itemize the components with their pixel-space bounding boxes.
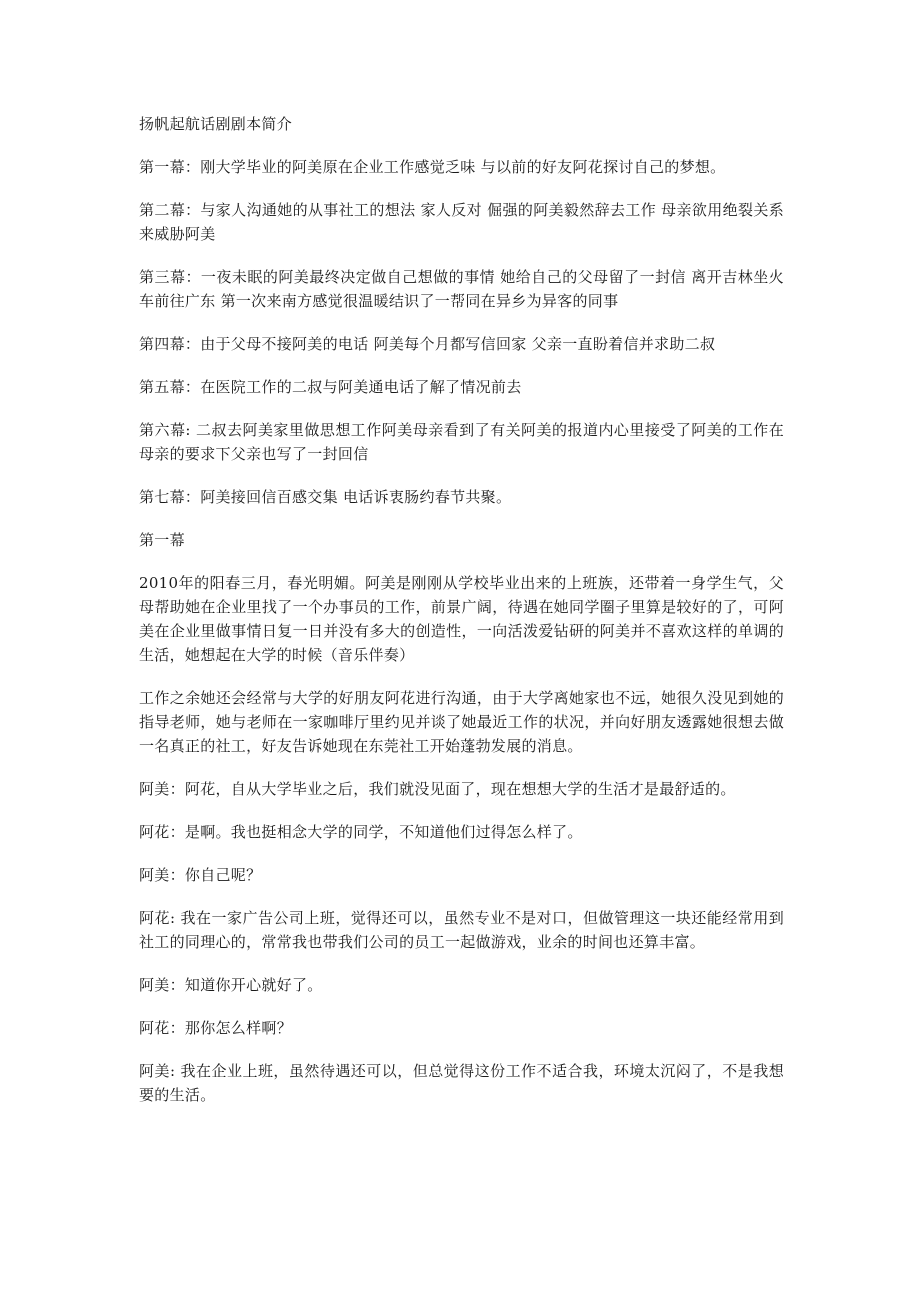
dialogue-line: 阿美: 我在企业上班，虽然待遇还可以，但总觉得这份工作不适合我，环境太沉闷了，不是我想要的生活。 — [139, 1062, 784, 1104]
dialogue-line: 阿美：你自己呢？ — [139, 866, 262, 884]
dialogue-line: 阿美：阿花，自从大学毕业之后，我们就没见面了，现在想想大学的生活才是最舒适的。 — [139, 780, 736, 798]
synopsis-act-4: 第四幕：由于父母不接阿美的电话 阿美每个月都写信回家 父亲一直盼着信并求助二叔 — [139, 335, 716, 353]
synopsis-act-5: 第五幕：在医院工作的二叔与阿美通电话了解了情况前去 — [139, 378, 522, 396]
narration-paragraph: 工作之余她还会经常与大学的好朋友阿花进行沟通，由于大学离她家也不远，她很久没见到她的指导老师，她与老师在一家咖啡厅里约见并谈了她最近工作的状况，并向好朋友透露她很想去做一名真正的社工，好友告诉她现在东莞社工开始蓬勃发展的消息。 — [139, 689, 784, 755]
dialogue-line: 阿花：那你怎么样啊？ — [139, 1019, 293, 1037]
synopsis-act-3: 第三幕：一夜未眠的阿美最终决定做自己想做的事情 她给自己的父母留了一封信 离开吉林坐火车前往广东 第一次来南方感觉很温暖结识了一帮同在异乡为异客的同事 — [139, 268, 784, 310]
synopsis-act-2: 第二幕：与家人沟通她的从事社工的想法 家人反对 倔强的阿美毅然辞去工作 母亲欲用绝裂关系来威胁阿美 — [139, 201, 784, 243]
synopsis-act-7: 第七幕：阿美接回信百感交集 电话诉衷肠约春节共聚。 — [139, 488, 512, 506]
synopsis-act-1: 第一幕：刚大学毕业的阿美原在企业工作感觉乏味 与以前的好友阿花探讨自己的梦想。 — [139, 158, 726, 176]
dialogue-line: 阿花：是啊。我也挺相念大学的同学，不知道他们过得怎么样了。 — [139, 823, 583, 841]
dialogue-line: 阿美：知道你开心就好了。 — [139, 976, 323, 994]
act-heading: 第一幕 — [139, 531, 185, 549]
document-title: 扬帆起航话剧剧本简介 — [139, 115, 293, 133]
document-page — [139, 112, 784, 1126]
synopsis-act-6: 第六幕: 二叔去阿美家里做思想工作阿美母亲看到了有关阿美的报道内心里接受了阿美的工作在母亲的要求下父亲也写了一封回信 — [139, 421, 784, 463]
dialogue-line: 阿花: 我在一家广告公司上班，觉得还可以，虽然专业不是对口，但做管理这一块还能经常用到社工的同理心的，常常我也带我们公司的员工一起做游戏，业余的时间也还算丰富。 — [139, 909, 784, 951]
narration-paragraph: 2010年的阳春三月，春光明媚。阿美是刚刚从学校毕业出来的上班族，还带着一身学生气，父母帮助她在企业里找了一个办事员的工作，前景广阔，待遇在她同学圈子里算是较好的了，可阿美在企业里做事情日复一日并没有多大的创造性，一向活泼爱钻研的阿美并不喜欢这样的单调的生活，她想起在大学的时候（音乐伴奏） — [139, 574, 784, 664]
